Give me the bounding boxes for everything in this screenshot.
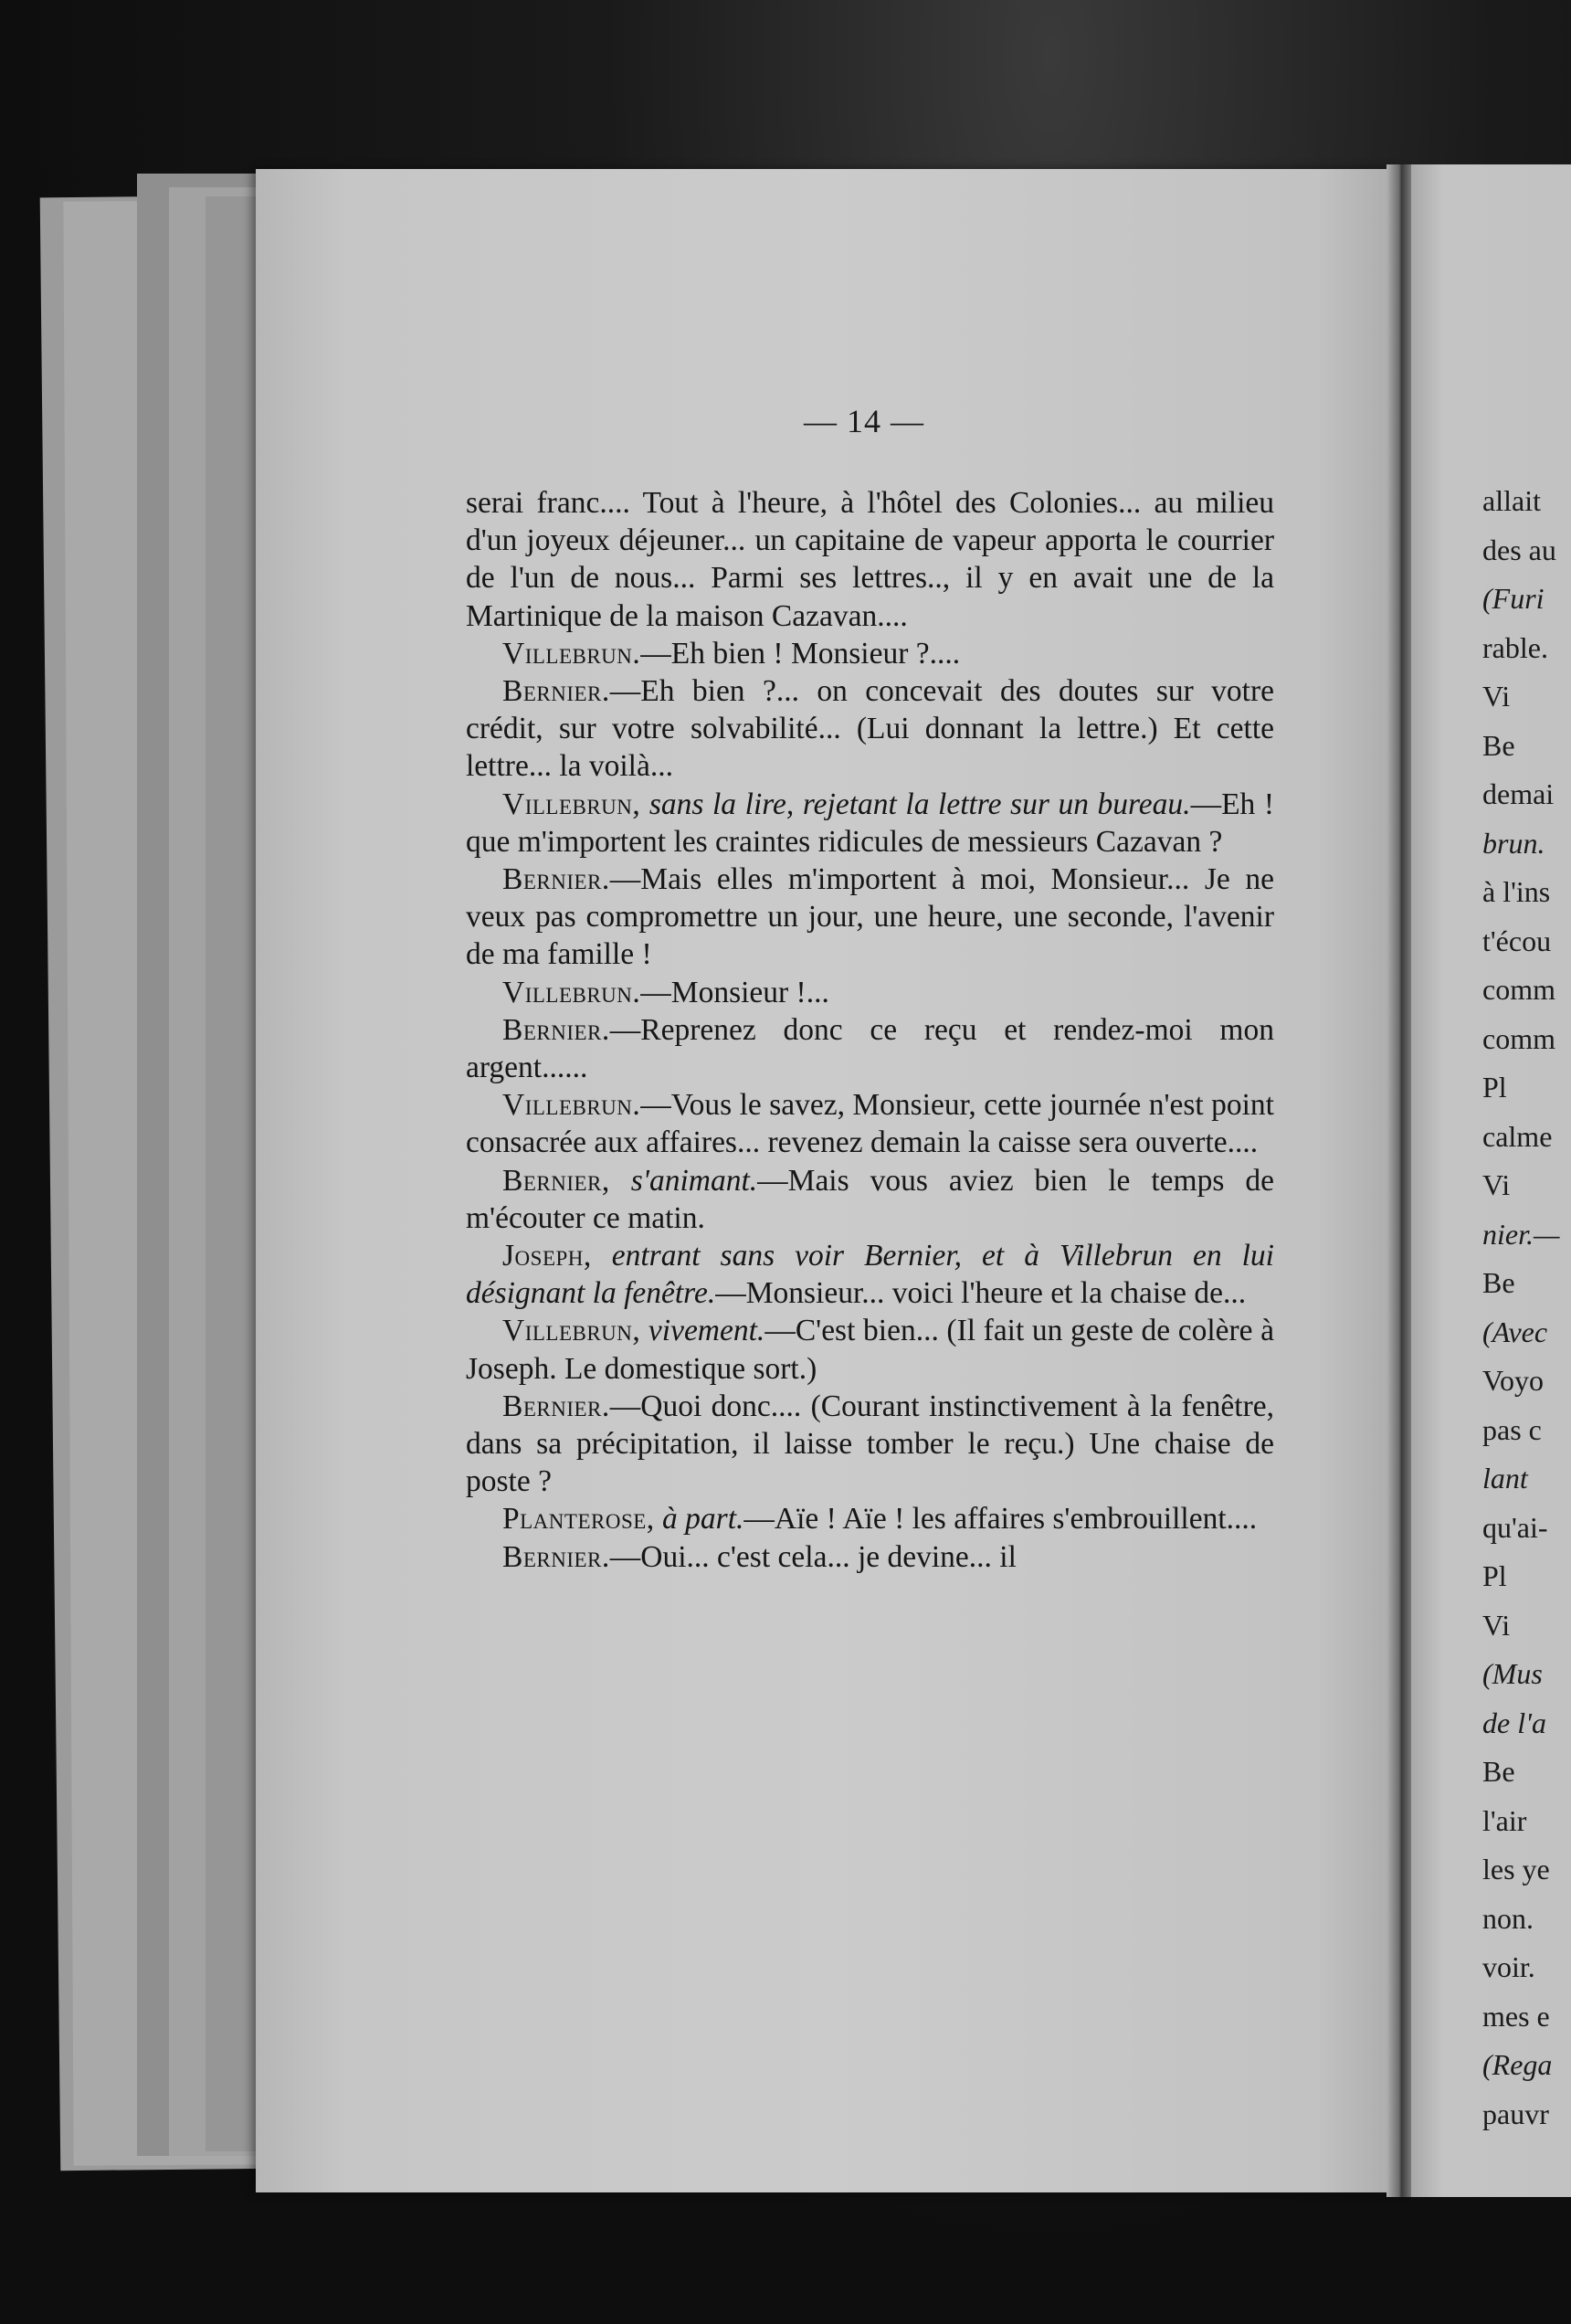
facing-page-line: nier.— — [1482, 1217, 1560, 1251]
facing-page-line: comm — [1482, 1021, 1555, 1055]
dialogue-paragraph — [466, 484, 1274, 635]
facing-page-line: Pl — [1482, 1071, 1507, 1104]
speech-text: —Monsieur !... — [640, 975, 829, 1009]
facing-page-line: allait — [1482, 484, 1541, 517]
dialogue-paragraph — [466, 635, 1274, 672]
facing-page-line: qu'ai- — [1482, 1510, 1548, 1544]
facing-page-line: (Furi — [1482, 582, 1545, 615]
speaker-name: Bernier. — [502, 1539, 610, 1574]
facing-page-line: calme — [1482, 1119, 1553, 1153]
speech-text: —Mais elles m'importent à moi, Monsieur... Je ne veux pas compromettre un jour, une heure, une seconde, l'avenir de ma famille ! — [466, 862, 1274, 972]
dialogue-paragraph — [466, 1086, 1274, 1161]
facing-page-line: demai — [1482, 777, 1555, 810]
facing-page-line: Vi — [1482, 1168, 1511, 1201]
facing-page-line: rable. — [1482, 630, 1548, 664]
speech-text: —Oui... c'est cela... je devine... il — [609, 1539, 1017, 1574]
facing-page-line: Vi — [1482, 680, 1511, 713]
facing-page-line: Be — [1482, 1266, 1515, 1299]
speech-text: —Reprenez donc ce reçu et rendez-moi mon argent...... — [466, 1012, 1274, 1085]
speech-text: serai franc.... Tout à l'heure, à l'hôtel des Colonies... au milieu d'un joyeux déjeuner... un capitaine de vapeur apporta le courrier de l'un de nous... Parmi ses lettres.., il y en avait une de la Martinique de la maison Cazavan.... — [466, 486, 1274, 633]
facing-page-line: (Rega — [1482, 2048, 1553, 2081]
speech-text: —Eh bien ! Monsieur ?.... — [640, 636, 961, 671]
speech-text: —Eh ! que m'importent les craintes ridicules de messieurs Cazavan ? — [466, 787, 1275, 859]
speaker-name: Bernier. — [502, 862, 610, 897]
facing-page-line: voir. — [1482, 1950, 1535, 1983]
facing-page-line: (Mus — [1482, 1657, 1543, 1690]
speaker-name: Bernier. — [502, 1012, 610, 1047]
facing-page-line: Pl — [1482, 1559, 1507, 1592]
speaker-name: Villebrun. — [502, 1088, 641, 1123]
speaker-name: Villebrun, — [502, 1314, 641, 1348]
stage-direction: entrant sans voir Bernier, et à Villebrun en lui désignant la fenêtre. — [466, 1239, 1274, 1311]
speech-text: —C'est bien... (Il fait un geste de colère à Joseph. Le domestique sort.) — [466, 1314, 1274, 1386]
dialogue-paragraph — [466, 672, 1274, 786]
stage-direction: à part. — [654, 1502, 744, 1537]
speech-text: —Vous le savez, Monsieur, cette journée n'est point consacrée aux affaires... revenez demain la caisse sera ouverte.... — [466, 1088, 1274, 1160]
speaker-name: Villebrun, — [502, 787, 641, 821]
stage-direction: vivement. — [640, 1314, 765, 1348]
book-gutter — [1386, 164, 1414, 2197]
speech-text: —Aïe ! Aïe ! les affaires s'embrouillent.... — [743, 1502, 1258, 1537]
facing-page-line: t'écou — [1482, 924, 1552, 957]
facing-page-line: les ye — [1482, 1853, 1550, 1886]
facing-page-line: pas c — [1482, 1412, 1542, 1446]
facing-page-line: Voyo — [1482, 1364, 1544, 1397]
play-text — [466, 484, 1274, 1576]
speaker-name: Bernier. — [502, 674, 610, 709]
facing-page-line: mes e — [1482, 1999, 1550, 2033]
speaker-name: Joseph, — [502, 1239, 592, 1273]
facing-page-line: comm — [1482, 973, 1555, 1006]
dialogue-paragraph — [466, 1237, 1274, 1312]
dialogue-paragraph — [466, 861, 1274, 974]
speaker-name: Planterose, — [502, 1502, 655, 1537]
speech-text: —Monsieur... voici l'heure et la chaise de... — [715, 1276, 1247, 1311]
facing-page-line: Vi — [1482, 1608, 1511, 1642]
speaker-name: Bernier. — [502, 1389, 610, 1423]
facing-page-line: non. — [1482, 1901, 1534, 1935]
speaker-name: Bernier, — [502, 1163, 610, 1198]
stage-direction: sans la lire, rejetant la lettre sur un bureau. — [640, 787, 1191, 821]
facing-page-line: Be — [1482, 728, 1515, 762]
facing-page-line: l'air — [1482, 1803, 1527, 1837]
dialogue-paragraph — [466, 1011, 1274, 1086]
speech-text: —Mais vous aviez bien le temps de m'écouter ce matin. — [466, 1163, 1274, 1235]
dialogue-paragraph — [466, 1162, 1274, 1237]
dialogue-paragraph — [466, 1388, 1274, 1501]
dialogue-paragraph — [466, 1538, 1274, 1576]
facing-page-line: lant — [1482, 1462, 1528, 1495]
page-number: — 14 — — [804, 403, 924, 439]
facing-page-line: (Avec — [1482, 1315, 1548, 1348]
dialogue-paragraph — [466, 786, 1274, 861]
stage-direction: s'animant. — [609, 1163, 758, 1198]
facing-page-line: brun. — [1482, 826, 1545, 860]
book-page-right — [1411, 164, 1571, 2197]
facing-page-line: Be — [1482, 1755, 1515, 1788]
facing-page-line: de l'a — [1482, 1706, 1546, 1739]
speaker-name: Villebrun. — [502, 975, 641, 1009]
dialogue-paragraph — [466, 1312, 1274, 1387]
speech-text: —Quoi donc.... (Courant instinctivement à la fenêtre, dans sa précipitation, il laisse tomber le reçu.) Une chaise de poste ? — [466, 1389, 1274, 1499]
facing-page-line: à l'ins — [1482, 875, 1551, 908]
facing-page-line: pauvr — [1482, 2097, 1549, 2130]
dialogue-paragraph — [466, 974, 1274, 1011]
facing-page-line: des au — [1482, 533, 1556, 566]
speaker-name: Villebrun. — [502, 636, 641, 671]
speech-text: —Eh bien ?... on concevait des doutes sur votre crédit, sur votre solvabilité... (Lui donnant la lettre.) Et cette lettre... la voilà... — [466, 674, 1274, 784]
dialogue-paragraph — [466, 1500, 1274, 1537]
